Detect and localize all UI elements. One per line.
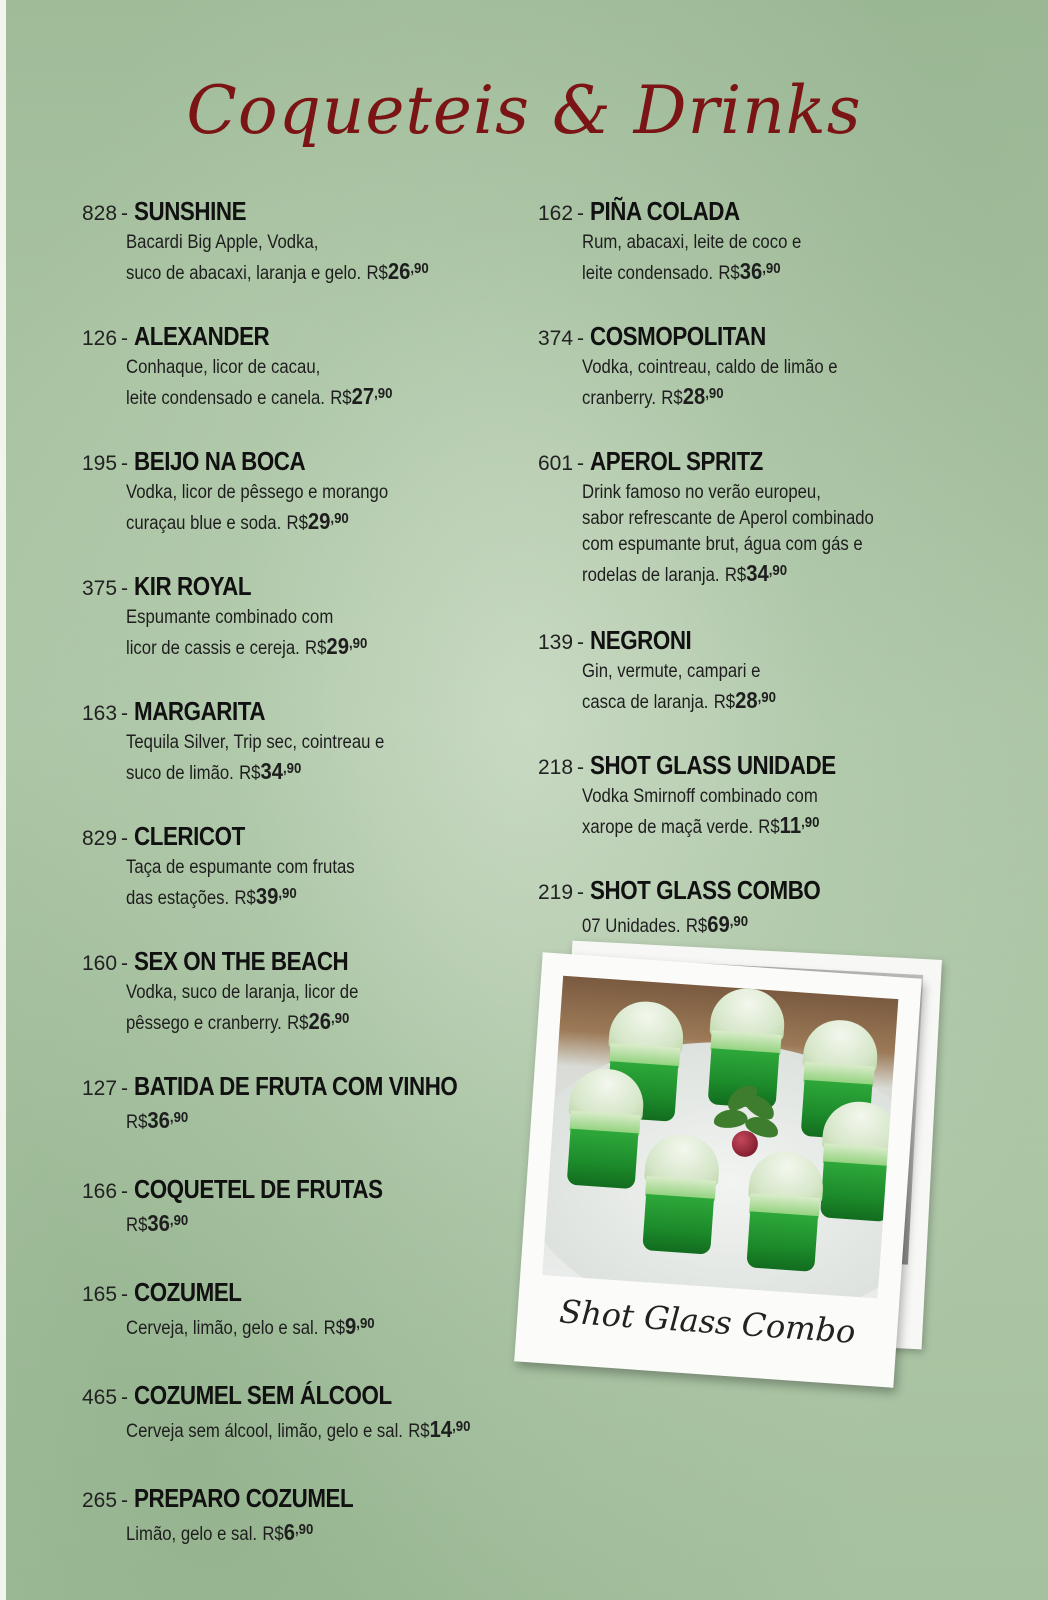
description-text: 07 Unidades. xyxy=(582,916,681,937)
item-code-separator: - xyxy=(121,1489,129,1512)
item-description xyxy=(126,1105,474,1136)
price-integer: 36 xyxy=(147,1210,170,1236)
description-text: Vodka Smirnoff combinado com xyxy=(582,786,818,807)
item-price xyxy=(323,1313,375,1339)
item-code: 374 xyxy=(538,327,574,350)
price-decimal: ,90 xyxy=(169,1109,189,1126)
page-title: Coqueteis & Drinks xyxy=(186,72,862,149)
item-name: APEROL SPRITZ xyxy=(590,446,763,476)
item-code-separator: - xyxy=(121,1180,129,1203)
description-text: sabor refrescante de Aperol combinado xyxy=(582,508,874,529)
description-line xyxy=(126,480,474,506)
description-line xyxy=(126,1105,474,1136)
menu-item xyxy=(82,571,522,662)
item-description xyxy=(582,230,869,287)
item-code: 828 xyxy=(82,202,118,225)
menu-item xyxy=(82,696,522,787)
item-code-separator: - xyxy=(577,756,585,779)
price-integer: 26 xyxy=(387,258,411,284)
item-code: 126 xyxy=(82,327,118,350)
item-code-separator: - xyxy=(121,577,129,600)
price-integer: 28 xyxy=(682,383,706,409)
menu-item xyxy=(82,1071,522,1136)
menu-item xyxy=(82,1277,522,1342)
description-line xyxy=(126,230,474,256)
item-description xyxy=(126,480,474,537)
description-text: curaçau blue e soda. xyxy=(126,513,282,534)
price-decimal: ,90 xyxy=(757,689,776,706)
item-code-separator: - xyxy=(577,202,585,225)
description-line xyxy=(582,685,869,716)
description-text: suco de limão. xyxy=(126,763,234,784)
menu-item xyxy=(82,196,522,287)
description-text: Vodka, suco de laranja, licor de xyxy=(126,982,359,1003)
price-integer: 28 xyxy=(735,687,758,713)
item-code: 195 xyxy=(82,452,118,475)
description-line xyxy=(126,730,474,756)
description-text: Vodka, licor de pêssego e morango xyxy=(126,482,389,503)
item-description xyxy=(126,230,474,287)
item-code: 160 xyxy=(82,952,118,975)
description-text: Tequila Silver, Trip sec, cointreau e xyxy=(126,732,385,753)
menu-item-header xyxy=(82,821,522,852)
item-price xyxy=(366,258,429,284)
menu-item xyxy=(538,625,908,716)
item-code-separator: - xyxy=(121,1077,129,1100)
item-description xyxy=(582,355,869,412)
description-line xyxy=(126,506,474,537)
price-integer: 26 xyxy=(308,1008,332,1034)
menu-item-header xyxy=(538,625,908,656)
price-integer: 9 xyxy=(345,1313,357,1339)
menu-item xyxy=(82,1174,522,1239)
item-price xyxy=(713,687,776,713)
item-name: COZUMEL SEM ÁLCOOL xyxy=(134,1380,392,1410)
item-name: SEX ON THE BEACH xyxy=(134,946,349,976)
description-line xyxy=(582,480,869,506)
item-code-separator: - xyxy=(577,881,585,904)
item-price xyxy=(718,258,781,284)
item-code: 829 xyxy=(82,827,118,850)
description-text: xarope de maçã verde. xyxy=(582,817,754,838)
price-currency: R$ xyxy=(286,513,308,534)
menu-item-header xyxy=(82,696,522,727)
menu-item-header xyxy=(82,1483,522,1514)
price-integer: 36 xyxy=(147,1107,170,1133)
price-decimal: ,90 xyxy=(762,260,781,277)
description-text: leite condensado e canela. xyxy=(126,388,325,409)
item-code: 162 xyxy=(538,202,574,225)
item-code-separator: - xyxy=(121,702,129,725)
menu-item-header xyxy=(538,321,908,352)
description-line xyxy=(582,355,869,381)
description-line xyxy=(582,532,869,558)
price-currency: R$ xyxy=(262,1524,284,1545)
price-decimal: ,90 xyxy=(705,385,724,402)
description-text: Limão, gelo e sal. xyxy=(126,1524,258,1545)
description-line xyxy=(582,230,869,256)
description-line xyxy=(126,980,474,1006)
menu-item-header xyxy=(82,196,522,227)
item-price xyxy=(724,560,788,586)
item-price xyxy=(330,383,393,409)
item-code: 218 xyxy=(538,756,574,779)
item-code: 166 xyxy=(82,1180,118,1203)
description-text: Taça de espumante com frutas xyxy=(126,857,355,878)
price-currency: R$ xyxy=(305,638,327,659)
description-line xyxy=(126,605,474,631)
item-price xyxy=(287,1008,350,1034)
menu-item-header xyxy=(538,875,908,906)
price-decimal: ,90 xyxy=(410,260,429,277)
menu-item xyxy=(82,821,522,912)
menu-item xyxy=(82,446,522,537)
item-code: 127 xyxy=(82,1077,118,1100)
description-line xyxy=(126,1414,474,1445)
price-currency: R$ xyxy=(408,1421,430,1442)
menu-item-header xyxy=(82,1380,522,1411)
price-decimal: ,90 xyxy=(278,885,297,902)
page-edge xyxy=(0,0,6,1600)
item-name: COSMOPOLITAN xyxy=(590,321,766,351)
item-code-separator: - xyxy=(121,327,129,350)
menu-item-header xyxy=(538,446,908,477)
description-text: Cerveja sem álcool, limão, gelo e sal. xyxy=(126,1421,403,1442)
item-price xyxy=(234,883,297,909)
price-decimal: ,90 xyxy=(374,385,393,402)
item-code: 265 xyxy=(82,1489,118,1512)
price-decimal: ,90 xyxy=(452,1418,471,1435)
price-decimal: ,90 xyxy=(356,1315,375,1332)
item-description xyxy=(582,659,869,716)
description-text: Drink famoso no verão europeu, xyxy=(582,482,821,503)
description-text: Rum, abacaxi, leite de coco e xyxy=(582,232,802,253)
menu-item-header xyxy=(82,946,522,977)
item-code-separator: - xyxy=(121,827,129,850)
price-decimal: ,90 xyxy=(801,814,820,831)
price-integer: 69 xyxy=(707,911,730,937)
item-price xyxy=(305,633,368,659)
item-description xyxy=(126,980,474,1037)
item-code-separator: - xyxy=(577,327,585,350)
menu-item xyxy=(538,875,908,940)
description-line xyxy=(126,1311,474,1342)
item-description xyxy=(126,1311,474,1342)
menu-item-header xyxy=(82,321,522,352)
item-name: ALEXANDER xyxy=(134,321,270,351)
menu-item xyxy=(538,196,908,287)
price-currency: R$ xyxy=(323,1318,346,1339)
price-decimal: ,90 xyxy=(169,1212,189,1229)
item-code-separator: - xyxy=(577,631,585,654)
price-integer: 27 xyxy=(351,383,375,409)
price-integer: 39 xyxy=(255,883,279,909)
description-line xyxy=(582,256,869,287)
item-name: COZUMEL xyxy=(134,1277,242,1307)
item-code-separator: - xyxy=(577,452,585,475)
price-currency: R$ xyxy=(724,565,747,586)
description-text: suco de abacaxi, laranja e gelo. xyxy=(126,263,362,284)
item-code: 139 xyxy=(538,631,574,654)
item-name: NEGRONI xyxy=(590,625,692,655)
price-integer: 14 xyxy=(429,1416,453,1442)
description-line xyxy=(582,659,869,685)
price-currency: R$ xyxy=(661,388,683,409)
item-price xyxy=(408,1416,471,1442)
description-line xyxy=(126,355,474,381)
item-price xyxy=(126,1210,189,1236)
item-name: SUNSHINE xyxy=(134,196,247,226)
item-name: KIR ROYAL xyxy=(134,571,252,601)
item-name: MARGARITA xyxy=(134,696,266,726)
description-line xyxy=(126,855,474,881)
description-text: leite condensado. xyxy=(582,263,714,284)
description-text: com espumante brut, água com gás e xyxy=(582,534,863,555)
item-name: BEIJO NA BOCA xyxy=(134,446,306,476)
price-decimal: ,90 xyxy=(768,562,788,579)
price-currency: R$ xyxy=(758,817,780,838)
item-description xyxy=(126,730,474,787)
description-text: Bacardi Big Apple, Vodka, xyxy=(126,232,319,253)
description-text: Vodka, cointreau, caldo de limão e xyxy=(582,357,838,378)
description-text: Conhaque, licor de cacau, xyxy=(126,357,321,378)
description-line xyxy=(126,756,474,787)
description-text: Cerveja, limão, gelo e sal. xyxy=(126,1318,319,1339)
description-text: Gin, vermute, campari e xyxy=(582,661,761,682)
item-description xyxy=(126,355,474,412)
mint-garnish xyxy=(701,1066,787,1161)
price-currency: R$ xyxy=(239,763,261,784)
description-line xyxy=(126,1517,474,1548)
item-code: 165 xyxy=(82,1283,118,1306)
item-description xyxy=(126,855,474,912)
item-code-separator: - xyxy=(121,452,129,475)
item-description xyxy=(582,784,869,841)
left-column xyxy=(82,196,522,1548)
price-integer: 34 xyxy=(746,560,769,586)
price-currency: R$ xyxy=(330,388,352,409)
item-name: CLERICOT xyxy=(134,821,245,851)
price-integer: 34 xyxy=(260,758,283,784)
item-name: BATIDA DE FRUTA COM VINHO xyxy=(134,1071,458,1101)
menu-item-header xyxy=(82,1174,522,1205)
menu-item-header xyxy=(82,571,522,602)
item-code: 163 xyxy=(82,702,118,725)
item-description xyxy=(126,1517,474,1548)
shot-glass xyxy=(817,1099,899,1224)
menu-item-header xyxy=(538,196,908,227)
item-code-separator: - xyxy=(121,1283,129,1306)
menu-item xyxy=(82,321,522,412)
description-text: casca de laranja. xyxy=(582,692,709,713)
photo-caption: Shot Glass Combo xyxy=(558,1292,857,1351)
menu-item-header xyxy=(82,1071,522,1102)
description-text: Espumante combinado com xyxy=(126,607,334,628)
description-line xyxy=(126,881,474,912)
description-text: rodelas de laranja. xyxy=(582,565,720,586)
description-line xyxy=(582,784,869,810)
price-currency: R$ xyxy=(287,1013,309,1034)
item-description xyxy=(582,480,874,589)
description-text: das estações. xyxy=(126,888,230,909)
menu-item xyxy=(82,1380,522,1445)
menu-item-header xyxy=(82,446,522,477)
item-price xyxy=(758,812,820,838)
description-line xyxy=(582,810,869,841)
menu-item xyxy=(82,1483,522,1548)
item-name: PREPARO COZUMEL xyxy=(134,1483,354,1513)
price-decimal: ,90 xyxy=(282,760,302,777)
description-line xyxy=(126,631,474,662)
description-line xyxy=(126,256,474,287)
price-currency: R$ xyxy=(234,888,256,909)
item-name: COQUETEL DE FRUTAS xyxy=(134,1174,383,1204)
description-line xyxy=(126,1006,474,1037)
item-code: 375 xyxy=(82,577,118,600)
item-description xyxy=(126,1414,474,1445)
description-text: cranberry. xyxy=(582,388,657,409)
menu-item xyxy=(538,321,908,412)
item-description xyxy=(126,1208,474,1239)
shot-glass xyxy=(743,1149,825,1274)
item-name: PIÑA COLADA xyxy=(590,196,740,226)
item-description xyxy=(126,605,474,662)
price-integer: 36 xyxy=(739,258,763,284)
price-integer: 29 xyxy=(307,508,331,534)
description-line xyxy=(582,381,869,412)
description-line xyxy=(582,558,869,589)
item-name: SHOT GLASS COMBO xyxy=(590,875,821,905)
price-decimal: ,90 xyxy=(729,913,749,930)
item-price xyxy=(126,1107,189,1133)
menu-item xyxy=(538,750,908,841)
description-line xyxy=(582,909,869,940)
menu-item xyxy=(82,946,522,1037)
item-code: 219 xyxy=(538,881,574,904)
price-currency: R$ xyxy=(126,1215,148,1236)
menu-item-header xyxy=(538,750,908,781)
menu-item xyxy=(538,446,908,589)
price-decimal: ,90 xyxy=(348,635,368,652)
price-decimal: ,90 xyxy=(331,1010,350,1027)
description-line xyxy=(126,1208,474,1239)
price-decimal: ,90 xyxy=(294,1521,314,1538)
item-price xyxy=(661,383,724,409)
price-currency: R$ xyxy=(126,1112,148,1133)
price-integer: 29 xyxy=(326,633,349,659)
item-description xyxy=(582,909,869,940)
price-currency: R$ xyxy=(685,916,708,937)
price-integer: 6 xyxy=(283,1519,295,1545)
item-price xyxy=(685,911,749,937)
menu-item-header xyxy=(82,1277,522,1308)
description-line xyxy=(582,506,874,532)
shot-glass-photo xyxy=(542,976,898,1299)
price-integer: 11 xyxy=(779,812,802,838)
item-name: SHOT GLASS UNIDADE xyxy=(590,750,836,780)
item-code-separator: - xyxy=(121,1386,129,1409)
price-currency: R$ xyxy=(366,263,388,284)
description-line xyxy=(126,381,474,412)
item-code: 465 xyxy=(82,1386,118,1409)
item-price xyxy=(239,758,302,784)
item-price xyxy=(262,1519,314,1545)
price-decimal: ,90 xyxy=(330,510,349,527)
item-price xyxy=(286,508,349,534)
right-column xyxy=(538,196,908,940)
description-text: licor de cassis e cereja. xyxy=(126,638,300,659)
polaroid-photo xyxy=(514,952,922,1388)
item-code: 601 xyxy=(538,452,574,475)
description-text: pêssego e cranberry. xyxy=(126,1013,282,1034)
price-currency: R$ xyxy=(713,692,736,713)
item-code-separator: - xyxy=(121,202,129,225)
shot-glass xyxy=(563,1067,645,1192)
item-code-separator: - xyxy=(121,952,129,975)
price-currency: R$ xyxy=(718,263,740,284)
